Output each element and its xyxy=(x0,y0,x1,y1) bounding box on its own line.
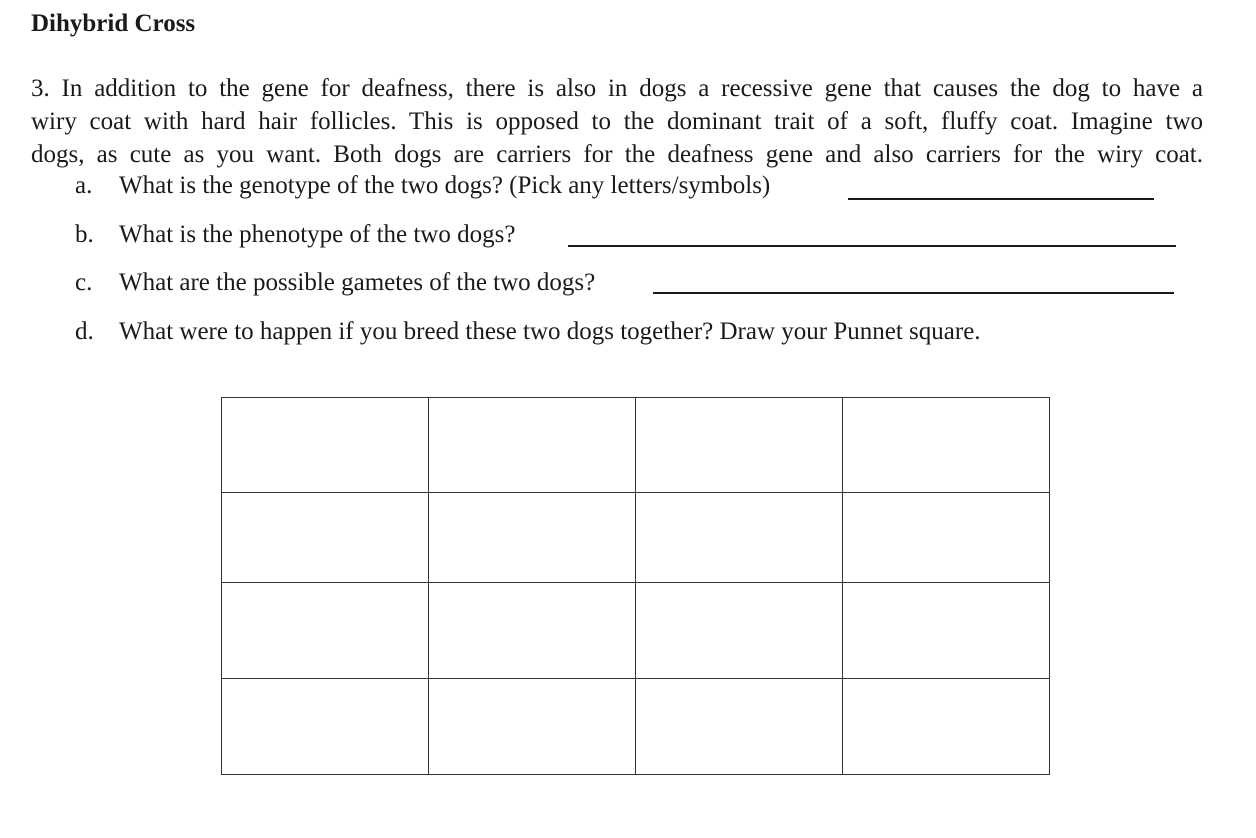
punnett-cell[interactable] xyxy=(222,583,429,679)
question-text: What are the possible gametes of the two dogs? xyxy=(119,269,596,296)
question-text: What is the genotype of the two dogs? (Pick any letters/symbols) xyxy=(119,172,771,199)
problem-line: dogs, as cute as you want. Both dogs are carriers for the deafness gene and also carriers for the wiry coat. xyxy=(31,141,1203,168)
punnett-cell[interactable] xyxy=(843,679,1050,775)
question-c xyxy=(75,267,595,299)
question-letter: c. xyxy=(75,269,93,296)
punnett-cell[interactable] xyxy=(843,398,1050,493)
question-letter: d. xyxy=(75,318,94,345)
question-letter: a. xyxy=(75,172,93,199)
question-letter: b. xyxy=(75,221,94,248)
problem-line: 3. In addition to the gene for deafness, there is also in dogs a recessive gene that causes the dog to have a xyxy=(31,75,1203,102)
question-text: What were to happen if you breed these two dogs together? Draw your Punnet square. xyxy=(119,318,981,345)
punnett-cell[interactable] xyxy=(222,679,429,775)
punnett-cell[interactable] xyxy=(636,583,843,679)
punnett-cell[interactable] xyxy=(636,398,843,493)
problem-paragraph xyxy=(31,72,1203,171)
question-b xyxy=(75,219,515,251)
question-a xyxy=(75,170,770,202)
punnett-cell[interactable] xyxy=(222,398,429,493)
punnett-cell[interactable] xyxy=(429,679,636,775)
page-title: Dihybrid Cross xyxy=(31,10,196,37)
answer-blank-a[interactable] xyxy=(848,198,1154,200)
question-text: What is the phenotype of the two dogs? xyxy=(119,221,516,248)
punnett-cell[interactable] xyxy=(429,398,636,493)
punnett-cell[interactable] xyxy=(636,679,843,775)
punnett-cell[interactable] xyxy=(843,493,1050,583)
punnett-row xyxy=(222,583,1050,679)
punnett-row xyxy=(222,679,1050,775)
problem-line: wiry coat with hard hair follicles. This is opposed to the dominant trait of a soft, fluffy coat. Imagine two xyxy=(31,108,1203,135)
punnett-row xyxy=(222,398,1050,493)
answer-blank-c[interactable] xyxy=(653,292,1174,294)
punnett-cell[interactable] xyxy=(636,493,843,583)
punnett-cell[interactable] xyxy=(222,493,429,583)
punnett-cell[interactable] xyxy=(429,583,636,679)
punnett-cell[interactable] xyxy=(429,493,636,583)
question-d xyxy=(75,316,981,348)
punnett-cell[interactable] xyxy=(843,583,1050,679)
punnett-row xyxy=(222,493,1050,583)
answer-blank-b[interactable] xyxy=(568,245,1176,247)
punnett-square-grid xyxy=(221,397,1050,775)
